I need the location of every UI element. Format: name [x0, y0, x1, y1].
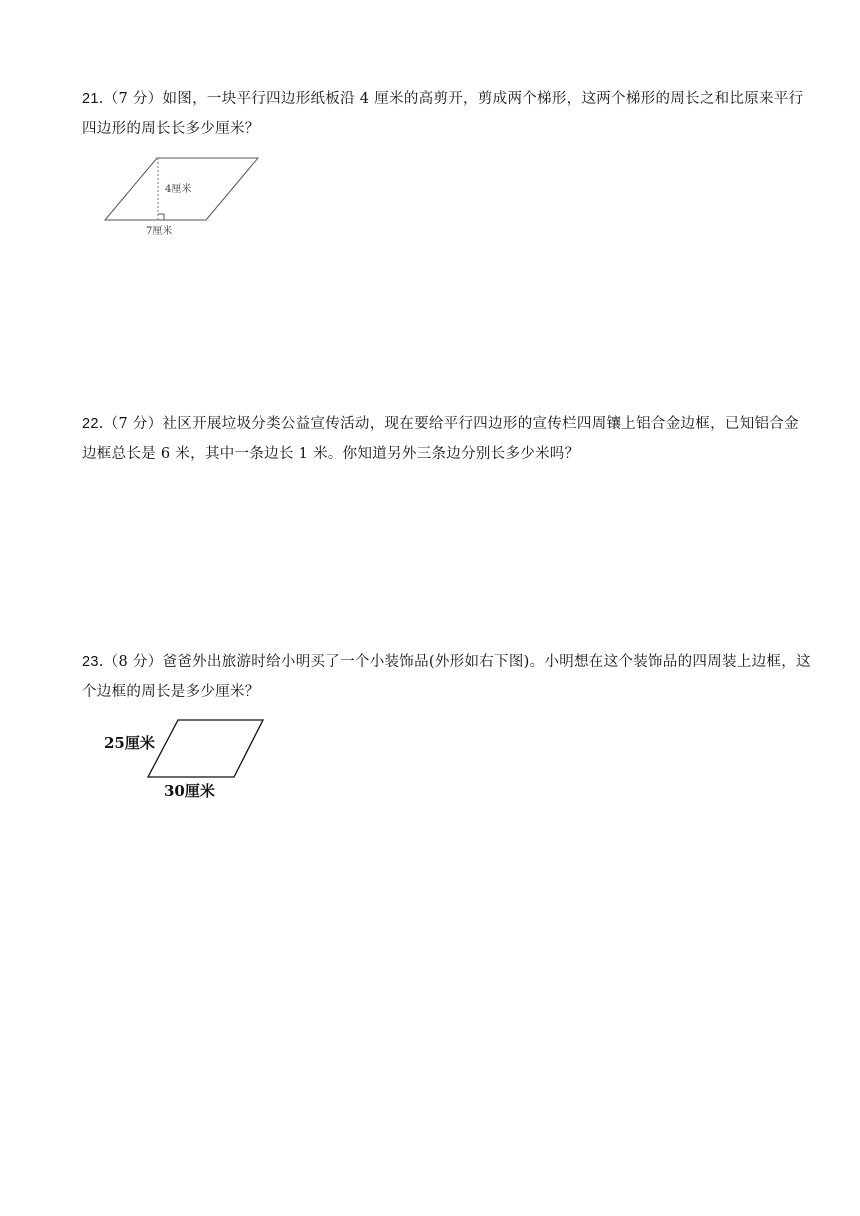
parallelogram-figure-23 — [100, 715, 275, 807]
question-text: 如图，一块平行四边形纸板沿 4 厘米的高剪开，剪成两个梯形，这两个梯形的周长之和比原来平行四边形的周长长多少厘米？ — [82, 91, 804, 137]
question-dot: . — [98, 654, 104, 670]
question-number: 22 — [82, 416, 99, 432]
question-22 — [82, 409, 812, 469]
question-dot: . — [98, 91, 104, 107]
question-number: 21 — [82, 91, 99, 107]
parallelogram-figure-21 — [100, 152, 270, 244]
right-angle-mark — [158, 214, 164, 220]
side-label: 25厘米 — [104, 734, 155, 752]
question-number: 23 — [82, 654, 99, 670]
question-points: （8 分） — [103, 654, 163, 670]
question-23 — [82, 647, 812, 707]
base-label: 30厘米 — [164, 782, 215, 800]
parallelogram-shape — [148, 720, 263, 777]
question-dot: . — [98, 416, 104, 432]
base-label: 7厘米 — [146, 226, 173, 237]
height-label: 4厘米 — [165, 184, 192, 195]
question-21 — [82, 84, 812, 144]
question-points: （7 分） — [103, 91, 163, 107]
question-text: 爸爸外出旅游时给小明买了一个小装饰品(外形如右下图)。小明想在这个装饰品的四周装上边框，这个边框的周长是多少厘米？ — [82, 654, 811, 700]
question-text: 社区开展垃圾分类公益宣传活动，现在要给平行四边形的宣传栏四周镶上铝合金边框，已知铝合金边框总长是 6 米，其中一条边长 1 米。你知道另外三条边分别长多少米吗？ — [82, 416, 799, 462]
question-points: （7 分） — [103, 416, 163, 432]
